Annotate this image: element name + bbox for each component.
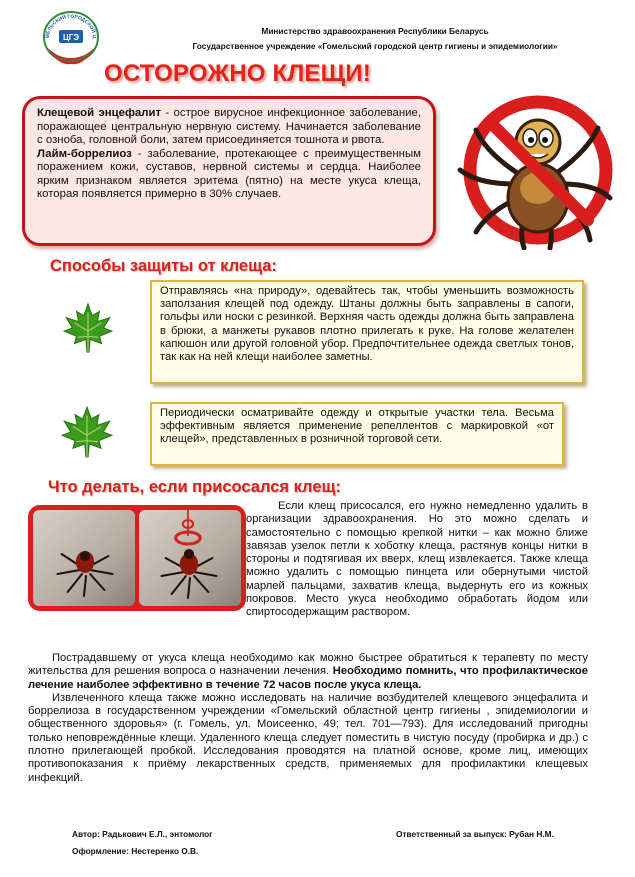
clothing-advice-box: Отправляясь «на природу», одевайтесь так, чтобы уменьшить возможность заползания клещей под одежду. Штаны должны быть заправлены в сапоги, гольфы или носки с резинкой. Верхняя часть одежды должна быть заправлена в брюки, а манжеты рукавов плотно прилегать к руке. На голове желателен капюшон или другой головной убор. Предпочтительнее одежда светлых тонов, так как на ней клещи наиболее заметны.	[150, 280, 584, 384]
lab-testing-paragraph: Извлеченного клеща также можно исследовать на наличие возбудителей клещевого энцефалита и боррелиоза в государственном учреждении «Гомельский областной центр гигиены , эпидемиологии и общественного здоровья» (г. Гомель, ул. Моисеенко, 49; тел. 701—793). Для исследований пригодны только неповреждённые клещи. Удаленного клеща следует поместить в чистую посуду (пробирка и др.) с плотно прилегающей пробкой. Исследования проводятся на платной основе, кроме лиц, имеющих противопоказания к приёму лекарственных средств, применяемых для профилактики клещевых инфекций.	[28, 691, 588, 784]
lyme-paragraph	[37, 148, 421, 202]
page-title: ОСТОРОЖНО КЛЕЩИ!	[104, 60, 371, 87]
tick-thread-removal-photo	[139, 510, 241, 606]
ministry-name: Министерство здравоохранения Республики Беларусь	[261, 26, 489, 36]
organization-logo	[40, 8, 102, 70]
treatment-paragraph	[28, 652, 588, 692]
encephalitis-paragraph	[37, 107, 421, 148]
maple-leaf-icon	[62, 302, 114, 354]
responsible-credit: Ответственный за выпуск: Рубан Н.М.	[396, 829, 554, 839]
design-credit: Оформление: Нестеренко О.В.	[72, 846, 199, 856]
disease-info-box	[22, 96, 436, 246]
encephalitis-term: Клещевой энцефалит	[37, 107, 162, 119]
svg-text:ГЕМЕЛЬСКИЙ ГОРОДСКОЙ ЦГЭ: МЕЛЬСКИЙ ГОРОДСКОЙ Ц	[44, 13, 98, 39]
encephalitis-description: - острое вирусное инфекционное заболевание, поражающее центральную нервную систему. Начинается заболевание с озноба, головной боли, затем присоединяется тошнота и рвота.	[37, 107, 422, 146]
lyme-term: Лайм-боррелиоз	[37, 147, 132, 160]
inspection-advice-box: Периодически осматривайте одежду и открытые участки тела. Весьма эффективным является применение репеллентов с маркировкой «от клещей», представленных в розничной торговой сети.	[150, 402, 564, 466]
lyme-description: - заболевание, протекающее с преимущественным поражением кожи, суставов, нервной системы и сердца. Наиболее ярким признаком является эритема (пятно) на месте укуса клеща, которая появляется примерно в 30% случаев.	[37, 147, 421, 200]
after-bite-section	[28, 652, 588, 785]
treatment-text: Пострадавшему от укуса клеща необходимо как можно быстрее обратиться к терапевту по месту жительства для решения вопроса о назначении лечения.	[28, 652, 588, 678]
svg-text:ЦГЭ: ЦГЭ	[62, 33, 80, 42]
institution-name: Государственное учреждение «Гомельский городской центр гигиены и эпидемиологии»	[192, 41, 558, 51]
no-ticks-illustration	[438, 80, 618, 250]
maple-leaf-icon	[60, 405, 114, 459]
tick-removal-photos	[28, 505, 246, 611]
tick-on-skin-photo	[33, 510, 135, 606]
treatment-warning: Необходимо помнить, что профилактическое лечение наиболее эффективно в течение 72 часов после укуса клеща.	[28, 665, 588, 691]
tick-removal-instructions	[246, 500, 588, 620]
protection-heading: Способы защиты от клеща:	[50, 257, 277, 275]
bite-heading: Что делать, если присосался клещ:	[48, 478, 341, 496]
tick-removal-paragraph: Если клещ присосался, его нужно немедленно удалить в организации здравоохранения. Но это можно сделать и самостоятельно с помощью крепкой нитки – как можно ближе завязав узелок петли к хоботку клеща, растянув концы нитки в стороны и подтягивая их вверх, клещ извлекается. Также клеща можно удалить с помощью пинцета или обернутыми чистой марлей пальцами, захватив клеща, выдернуть его из кожных покровов. Место укуса необходимо обработать йодом или спиртосодержащим раствором.	[246, 500, 588, 619]
author-credit: Автор: Радькович Е.Л., энтомолог	[72, 829, 213, 839]
